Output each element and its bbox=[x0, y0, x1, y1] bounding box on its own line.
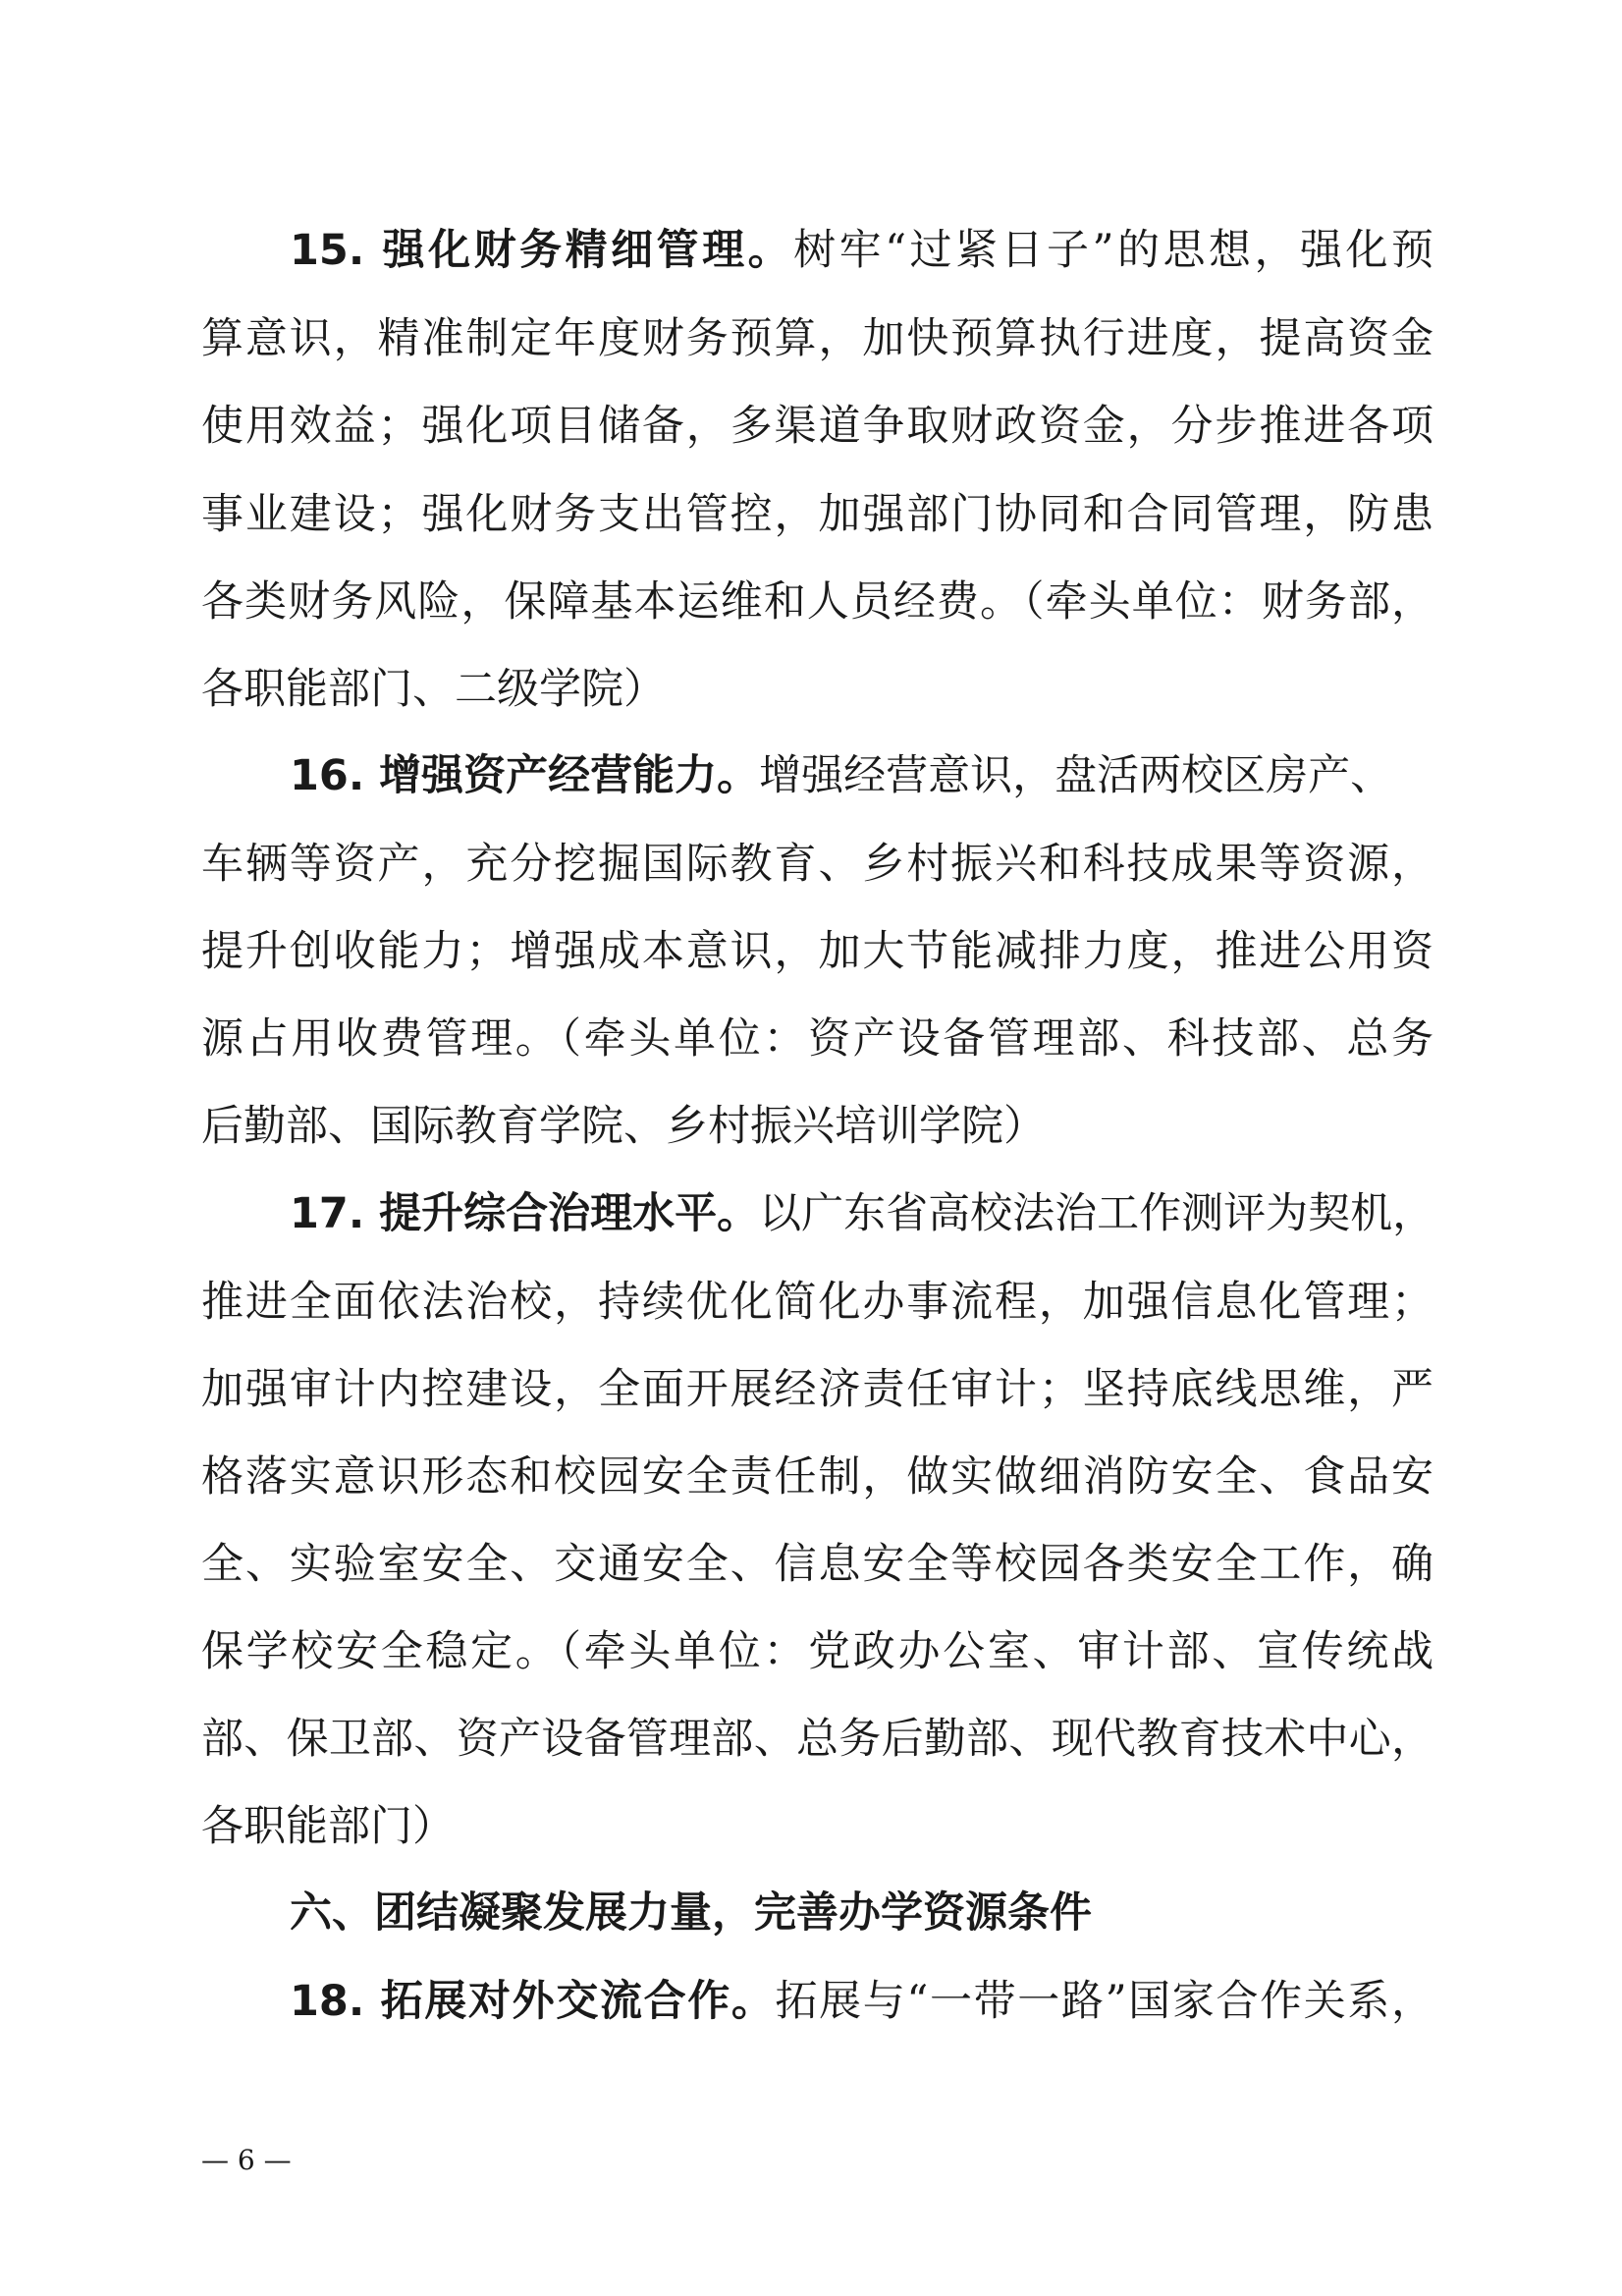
item-17-line: 加强审计内控建设，全面开展经济责任审计；坚持底线思维，严 bbox=[201, 1365, 1433, 1414]
item-17-first-text: 以广东省高校法治工作测评为契机， bbox=[759, 1189, 1435, 1238]
item-16-line: 车辆等资产，充分挖掘国际教育、乡村振兴和科技成果等资源， bbox=[201, 840, 1433, 889]
item-17-title: 17. 提升综合治理水平。 bbox=[290, 1189, 760, 1238]
item-17-line: 全、实验室安全、交通安全、信息安全等校园各类安全工作，确 bbox=[201, 1540, 1433, 1589]
item-16-line: 提升创收能力；增强成本意识，加大节能减排力度，推进公用资 bbox=[201, 927, 1433, 976]
item-15-first-line bbox=[290, 221, 1433, 280]
item-17-line: 保学校安全稳定。（牵头单位：党政办公室、审计部、宣传统战 bbox=[201, 1627, 1433, 1676]
page-number: — 6 — bbox=[201, 2144, 292, 2176]
item-17-first-line bbox=[290, 1184, 1433, 1243]
item-15-line: 算意识，精准制定年度财务预算，加快预算执行进度，提高资金 bbox=[201, 314, 1433, 363]
item-18-title: 18. 拓展对外交流合作。 bbox=[290, 1977, 776, 2026]
item-15-line: 各类财务风险，保障基本运维和人员经费。（牵头单位：财务部， bbox=[201, 577, 1433, 627]
section-heading: 六、团结凝聚发展力量，完善办学资源条件 bbox=[290, 1888, 1092, 1938]
item-16-line: 源占用收费管理。（牵头单位：资产设备管理部、科技部、总务 bbox=[201, 1014, 1433, 1064]
item-15-line: 事业建设；强化财务支出管控，加强部门协同和合同管理，防患 bbox=[201, 490, 1433, 539]
item-16-title: 16. 增强资产经营能力。 bbox=[290, 751, 760, 800]
item-15-title: 15. 强化财务精细管理。 bbox=[290, 226, 794, 275]
item-15-line: 使用效益；强化项目储备，多渠道争取财政资金，分步推进各项 bbox=[201, 402, 1433, 451]
item-17-line: 推进全面依法治校，持续优化简化办事流程，加强信息化管理； bbox=[201, 1278, 1433, 1327]
item-16-first-text: 增强经营意识，盘活两校区房产、 bbox=[759, 751, 1393, 800]
item-17-line: 各职能部门） bbox=[201, 1802, 455, 1851]
item-15-first-text: 树牢“过紧日子”的思想，强化预 bbox=[793, 226, 1433, 275]
item-16-line: 后勤部、国际教育学院、乡村振兴培训学院） bbox=[201, 1102, 1046, 1151]
item-18-first-text: 拓展与“一带一路”国家合作关系， bbox=[775, 1977, 1433, 2026]
item-15-line: 各职能部门、二级学院） bbox=[201, 665, 666, 714]
item-17-line: 格落实意识形态和校园安全责任制，做实做细消防安全、食品安 bbox=[201, 1452, 1433, 1502]
item-17-line: 部、保卫部、资产设备管理部、总务后勤部、现代教育技术中心， bbox=[201, 1715, 1433, 1764]
item-18-first-line bbox=[290, 1972, 1433, 2031]
item-16-first-line bbox=[290, 746, 1433, 805]
